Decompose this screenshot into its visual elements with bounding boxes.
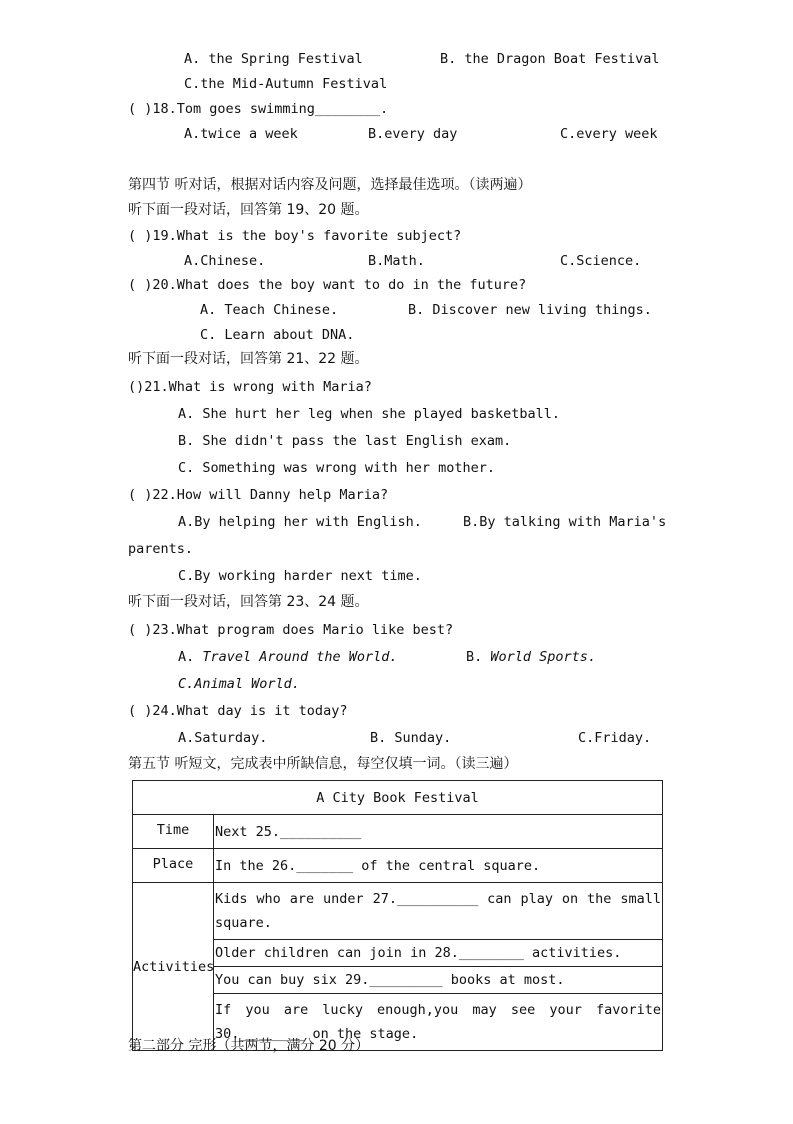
q23-option-a-prefix: A. <box>178 649 195 665</box>
q21-stem: ()21.What is wrong with Maria? <box>128 379 372 395</box>
q22-stem: ( )22.How will Danny help Maria? <box>128 487 389 503</box>
row-text-activity-3: You can buy six 29._________ books at most. <box>214 967 663 994</box>
q22-option-b-line1: B.By talking with Maria's <box>463 514 667 530</box>
row-label-place: Place <box>133 849 214 883</box>
q21-option-a: A. She hurt her leg when she played basketball. <box>178 406 561 422</box>
section4-intro-19-20: 听下面一段对话，回答第 19、20 题。 <box>128 202 369 218</box>
row-text-place: In the 26._______ of the central square. <box>214 849 663 883</box>
q18-option-c: C.every week <box>560 126 658 142</box>
q19-stem: ( )19.What is the boy's favorite subject? <box>128 228 462 244</box>
table-title-row <box>133 781 663 815</box>
q19-option-b: B.Math. <box>368 253 425 269</box>
q21-option-c: C. Something was wrong with her mother. <box>178 460 495 476</box>
row-label-time: Time <box>133 815 214 849</box>
part2-heading: 第二部分 完形（共两节，满分 20 分） <box>128 1038 370 1054</box>
section4-heading: 第四节 听对话，根据对话内容及问题，选择最佳选项。（读两遍） <box>128 177 532 193</box>
q17-option-c: C.the Mid-Autumn Festival <box>184 76 388 92</box>
q20-option-b: B. Discover new living things. <box>408 302 652 318</box>
table-title: A City Book Festival <box>133 781 663 815</box>
q22-option-b-line2: parents. <box>128 541 194 557</box>
q21-option-b: B. She didn't pass the last English exam. <box>178 433 512 449</box>
row-text-activity-1: Kids who are under 27.__________ can play on the small square. <box>214 883 663 940</box>
q20-stem: ( )20.What does the boy want to do in the future? <box>128 277 527 293</box>
row-text-activity-2: Older children can join in 28.________ activities. <box>214 940 663 967</box>
q19-option-c: C.Science. <box>560 253 642 269</box>
q24-option-c: C.Friday. <box>578 730 652 746</box>
q17-option-b: B. the Dragon Boat Festival <box>440 51 660 67</box>
q23-option-a <box>178 648 397 666</box>
table-row <box>133 815 663 849</box>
q24-stem: ( )24.What day is it today? <box>128 703 348 719</box>
q23-option-a-text: Travel Around the World. <box>202 649 398 665</box>
row-text-activity-4: If you are lucky enough,you may see your favorite 30.________ on the stage. <box>214 994 663 1051</box>
q20-option-c: C. Learn about DNA. <box>200 327 355 343</box>
q24-option-b: B. Sunday. <box>370 730 452 746</box>
q22-option-c: C.By working harder next time. <box>178 568 422 584</box>
q22-option-a: A.By helping her with English. <box>178 514 422 530</box>
section4-intro-21-22: 听下面一段对话，回答第 21、22 题。 <box>128 351 369 367</box>
q23-stem: ( )23.What program does Mario like best? <box>128 622 454 638</box>
book-festival-table <box>132 780 663 1051</box>
q23-option-b-prefix: B. <box>466 649 483 665</box>
row-label-activities: Activities <box>133 883 214 1051</box>
q17-option-a: A. the Spring Festival <box>184 51 363 67</box>
table-row <box>133 849 663 883</box>
q24-option-a: A.Saturday. <box>178 730 268 746</box>
q23-option-c: C.Animal World. <box>178 676 300 692</box>
q18-stem: ( )18.Tom goes swimming________. <box>128 101 389 117</box>
section4-intro-23-24: 听下面一段对话，回答第 23、24 题。 <box>128 594 369 610</box>
section5-heading: 第五节 听短文，完成表中所缺信息，每空仅填一词。（读三遍） <box>128 756 518 772</box>
q20-option-a: A. Teach Chinese. <box>200 302 339 318</box>
table-row <box>133 883 663 940</box>
q23-option-b <box>466 648 596 666</box>
q23-option-b-text: World Sports. <box>490 649 597 665</box>
q18-option-b: B.every day <box>368 126 458 142</box>
row-text-time: Next 25.__________ <box>214 815 663 849</box>
q19-option-a: A.Chinese. <box>184 253 266 269</box>
q18-option-a: A.twice a week <box>184 126 298 142</box>
